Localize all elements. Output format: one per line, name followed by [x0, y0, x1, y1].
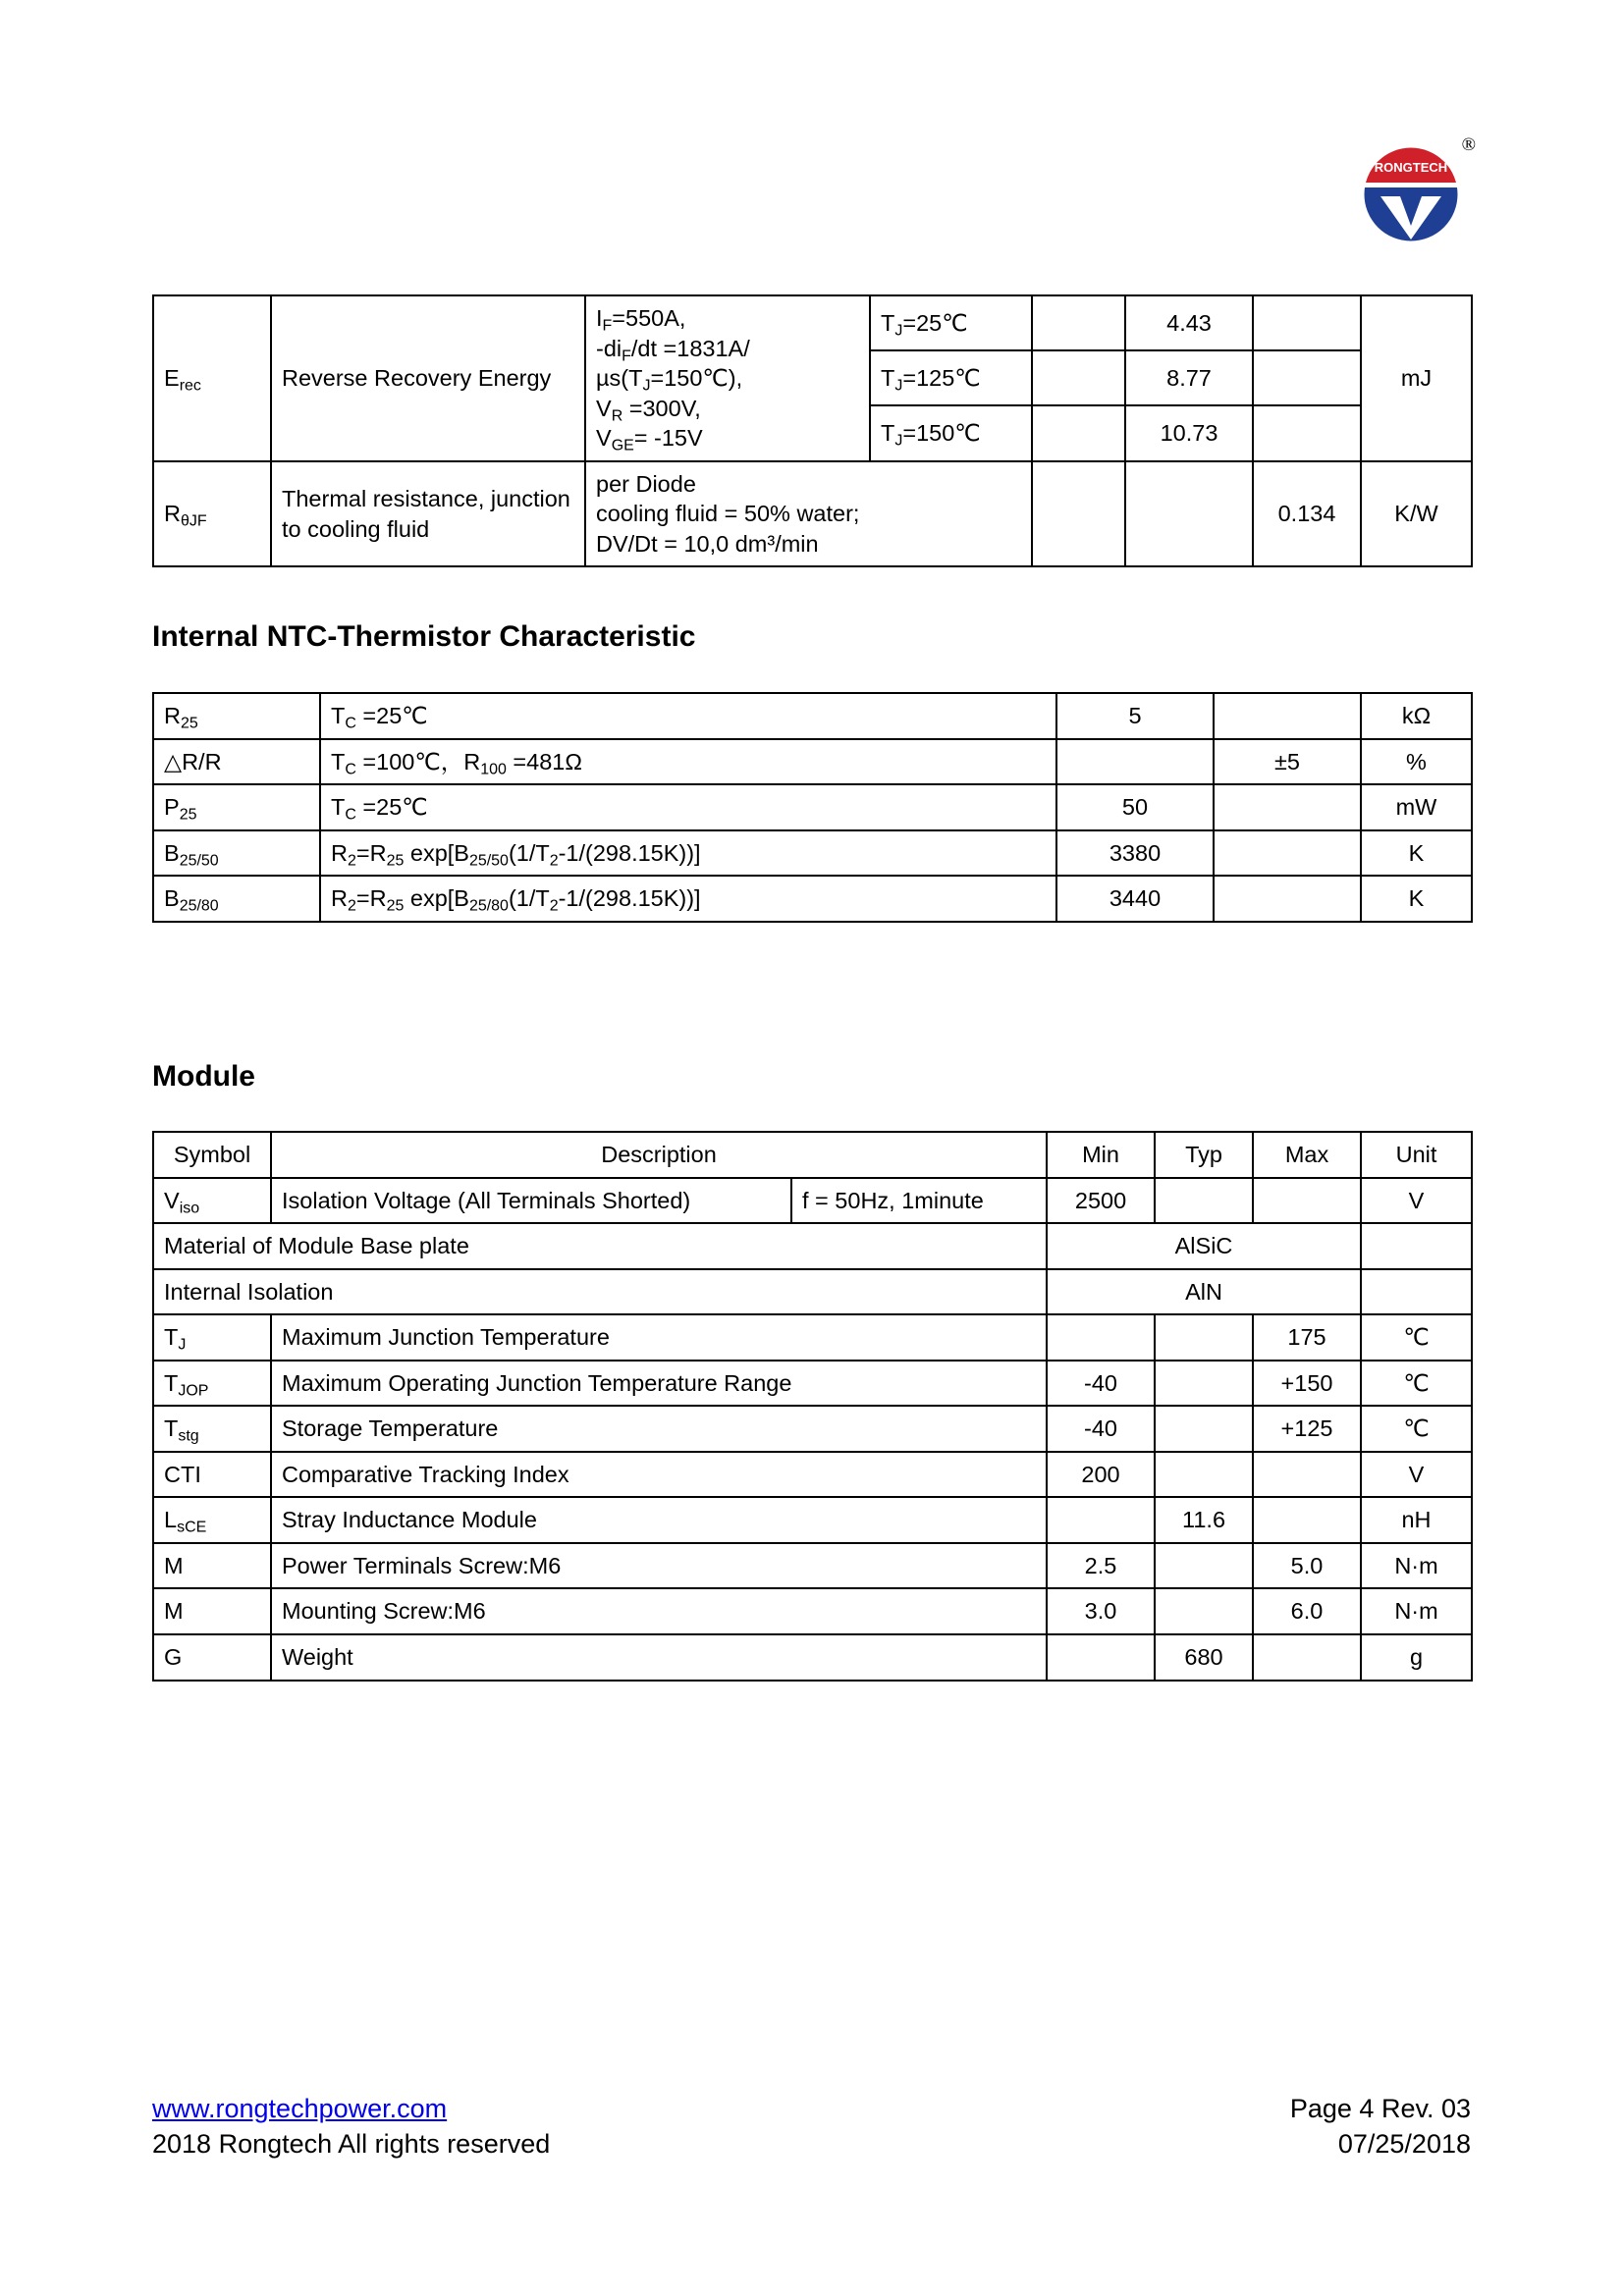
cell-typ: 4.43 — [1125, 295, 1253, 350]
table-row — [153, 1269, 1472, 1315]
table-header-row — [153, 1132, 1472, 1178]
cell-description: Mounting Screw:M6 — [271, 1588, 1047, 1634]
cell-typ — [1155, 1361, 1253, 1407]
table-row — [153, 461, 1472, 567]
ntc-section-heading: Internal NTC-Thermistor Characteristic — [152, 620, 696, 653]
cell-symbol: $T_J$ — [153, 1314, 271, 1361]
header-typ: Typ — [1155, 1132, 1253, 1178]
cell-description-rthjf: Thermal resistance, junction to cooling fluid — [271, 461, 585, 567]
cell-unit: ℃ — [1361, 1406, 1472, 1452]
cell-typ — [1155, 1178, 1253, 1224]
website-link[interactable]: www.rongtechpower.com — [152, 2094, 448, 2123]
table-row — [153, 739, 1472, 785]
cell-description: Isolation Voltage (All Terminals Shorted) — [271, 1178, 791, 1224]
cell-value-span: AlN — [1047, 1269, 1361, 1315]
header-max: Max — [1253, 1132, 1361, 1178]
cell-symbol: M — [153, 1543, 271, 1589]
cell-max — [1253, 1634, 1361, 1681]
cell-min: 2500 — [1047, 1178, 1155, 1224]
cell-unit: K — [1361, 830, 1472, 877]
registered-trademark-icon: ® — [1461, 134, 1476, 155]
cell-max — [1214, 693, 1361, 739]
cell-unit: K — [1361, 876, 1472, 922]
cell-typ — [1155, 1406, 1253, 1452]
cell-unit: K/W — [1361, 461, 1472, 567]
cell-min — [1032, 461, 1125, 567]
cell-min: -40 — [1047, 1361, 1155, 1407]
cell-typ: 10.73 — [1125, 405, 1253, 460]
cell-typ: 680 — [1155, 1634, 1253, 1681]
copyright-text: 2018 Rongtech All rights reserved — [152, 2129, 551, 2160]
cell-min: 200 — [1047, 1452, 1155, 1498]
cell-symbol: $B_{25/80}$ — [153, 876, 320, 922]
cell-min — [1047, 1314, 1155, 1361]
footer-date: 07/25/2018 — [1337, 2129, 1471, 2160]
page-footer — [152, 2091, 1471, 2163]
cell-typ: 3440 — [1056, 876, 1214, 922]
cell-min — [1047, 1634, 1155, 1681]
cell-min: 3.0 — [1047, 1588, 1155, 1634]
page-revision-text: Page 4 Rev. 03 — [1289, 2094, 1471, 2123]
cell-symbol: CTI — [153, 1452, 271, 1498]
cell-symbol: $V_{iso}$ — [153, 1178, 271, 1224]
cell-max: +150 — [1253, 1361, 1361, 1407]
logo-wordmark: RONGTECH — [1374, 160, 1448, 175]
cell-condition: $R_2=R_{25}$ $\exp[B_{25/50}(1/T_2-1/(298.15K))]$ — [320, 830, 1056, 877]
cell-max — [1214, 784, 1361, 830]
module-section-heading: Module — [152, 1060, 255, 1093]
cell-conditions-erec: $I_F=550A$, $-di_F/dt$ $=1831A/\mu s(T_J=150℃)$, $V_R =300V$, $V_{GE}= -15V$ — [585, 295, 870, 461]
table-row — [153, 1361, 1472, 1407]
recovery-table-block — [152, 294, 1473, 567]
cell-unit: nH — [1361, 1497, 1472, 1543]
cell-subcondition: $T_J=25℃$ — [870, 295, 1032, 350]
table-row — [153, 1588, 1472, 1634]
cell-max — [1253, 295, 1361, 350]
cell-typ — [1155, 1314, 1253, 1361]
cell-symbol: M — [153, 1588, 271, 1634]
cell-condition: f = 50Hz, 1minute — [791, 1178, 1047, 1224]
cell-max — [1253, 1497, 1361, 1543]
cell-unit: V — [1361, 1452, 1472, 1498]
cell-value-span: AlSiC — [1047, 1223, 1361, 1269]
cell-max: 0.134 — [1253, 461, 1361, 567]
cell-unit: mW — [1361, 784, 1472, 830]
table-row — [153, 1314, 1472, 1361]
cell-unit: V — [1361, 1178, 1472, 1224]
cell-description: Internal Isolation — [153, 1269, 1047, 1315]
cell-symbol-rthjf: $R_{\theta JF}$ — [153, 461, 271, 567]
table-row — [153, 784, 1472, 830]
ntc-table-block — [152, 692, 1473, 923]
cell-unit: % — [1361, 739, 1472, 785]
cell-symbol: $P_{25}$ — [153, 784, 320, 830]
cell-symbol: $L_{sCE}$ — [153, 1497, 271, 1543]
cell-description: Maximum Junction Temperature — [271, 1314, 1047, 1361]
cell-max — [1214, 876, 1361, 922]
cell-typ — [1155, 1543, 1253, 1589]
cell-unit: kΩ — [1361, 693, 1472, 739]
cell-description: Weight — [271, 1634, 1047, 1681]
table-row — [153, 1497, 1472, 1543]
reverse-recovery-table — [152, 294, 1473, 567]
table-row — [153, 1634, 1472, 1681]
table-row — [153, 693, 1472, 739]
cell-description-erec: Reverse Recovery Energy — [271, 295, 585, 461]
cell-description: Stray Inductance Module — [271, 1497, 1047, 1543]
cell-min — [1047, 1497, 1155, 1543]
cell-typ — [1056, 739, 1214, 785]
cell-max: 5.0 — [1253, 1543, 1361, 1589]
cell-min — [1032, 350, 1125, 405]
ntc-table — [152, 692, 1473, 923]
cell-typ: 3380 — [1056, 830, 1214, 877]
cell-unit: ℃ — [1361, 1361, 1472, 1407]
cell-condition: $T_C$ =100℃，$R_{100} =481\Omega$ — [320, 739, 1056, 785]
cell-condition: $T_C$ =25℃ — [320, 693, 1056, 739]
cell-symbol: $T_{stg}$ — [153, 1406, 271, 1452]
cell-max — [1253, 350, 1361, 405]
cell-max: +125 — [1253, 1406, 1361, 1452]
cell-description: Storage Temperature — [271, 1406, 1047, 1452]
table-row — [153, 1178, 1472, 1224]
cell-min — [1032, 295, 1125, 350]
table-row — [153, 830, 1472, 877]
cell-typ: 11.6 — [1155, 1497, 1253, 1543]
header-symbol: Symbol — [153, 1132, 271, 1178]
cell-min: -40 — [1047, 1406, 1155, 1452]
cell-unit: ℃ — [1361, 1314, 1472, 1361]
module-table-block — [152, 1131, 1473, 1682]
cell-min — [1032, 405, 1125, 460]
cell-subcondition: $T_J=125℃$ — [870, 350, 1032, 405]
cell-unit — [1361, 1223, 1472, 1269]
cell-condition: $R_2=R_{25}$ $\exp[B_{25/80}(1/T_2-1/(298.15K))]$ — [320, 876, 1056, 922]
header-min: Min — [1047, 1132, 1155, 1178]
cell-symbol: G — [153, 1634, 271, 1681]
cell-typ: 8.77 — [1125, 350, 1253, 405]
cell-max — [1253, 1452, 1361, 1498]
table-row — [153, 1223, 1472, 1269]
cell-description: Material of Module Base plate — [153, 1223, 1047, 1269]
cell-max: 6.0 — [1253, 1588, 1361, 1634]
cell-unit: mJ — [1361, 295, 1472, 461]
cell-typ — [1155, 1588, 1253, 1634]
cell-unit: g — [1361, 1634, 1472, 1681]
cell-typ: 5 — [1056, 693, 1214, 739]
cell-description: Power Terminals Screw:M6 — [271, 1543, 1047, 1589]
table-row — [153, 1406, 1472, 1452]
cell-condition: $T_C$ =25℃ — [320, 784, 1056, 830]
cell-unit: N·m — [1361, 1588, 1472, 1634]
cell-symbol: $R_{25}$ — [153, 693, 320, 739]
cell-unit — [1361, 1269, 1472, 1315]
cell-max — [1214, 830, 1361, 877]
cell-min: 2.5 — [1047, 1543, 1155, 1589]
cell-symbol: $T_{JOP}$ — [153, 1361, 271, 1407]
cell-max: ±5 — [1214, 739, 1361, 785]
cell-conditions-rthjf: per Diode cooling fluid = 50% water; DV/Dt = 10,0 dm³/min — [585, 461, 1032, 567]
company-logo — [1345, 135, 1478, 258]
cell-symbol-erec: $E_{rec}$ — [153, 295, 271, 461]
table-row — [153, 1543, 1472, 1589]
cell-description: Comparative Tracking Index — [271, 1452, 1047, 1498]
cell-symbol: $B_{25/50}$ — [153, 830, 320, 877]
cell-symbol: △R/R — [153, 739, 320, 785]
cell-typ: 50 — [1056, 784, 1214, 830]
cell-description: Maximum Operating Junction Temperature Range — [271, 1361, 1047, 1407]
table-row — [153, 295, 1472, 350]
table-row — [153, 876, 1472, 922]
header-unit: Unit — [1361, 1132, 1472, 1178]
cell-max — [1253, 405, 1361, 460]
rongtech-logo-icon — [1353, 145, 1469, 243]
cell-typ — [1155, 1452, 1253, 1498]
cell-max — [1253, 1178, 1361, 1224]
cell-max: 175 — [1253, 1314, 1361, 1361]
cell-subcondition: $T_J=150℃$ — [870, 405, 1032, 460]
cell-unit: N·m — [1361, 1543, 1472, 1589]
cell-typ — [1125, 461, 1253, 567]
header-description: Description — [271, 1132, 1047, 1178]
module-table — [152, 1131, 1473, 1682]
table-row — [153, 1452, 1472, 1498]
